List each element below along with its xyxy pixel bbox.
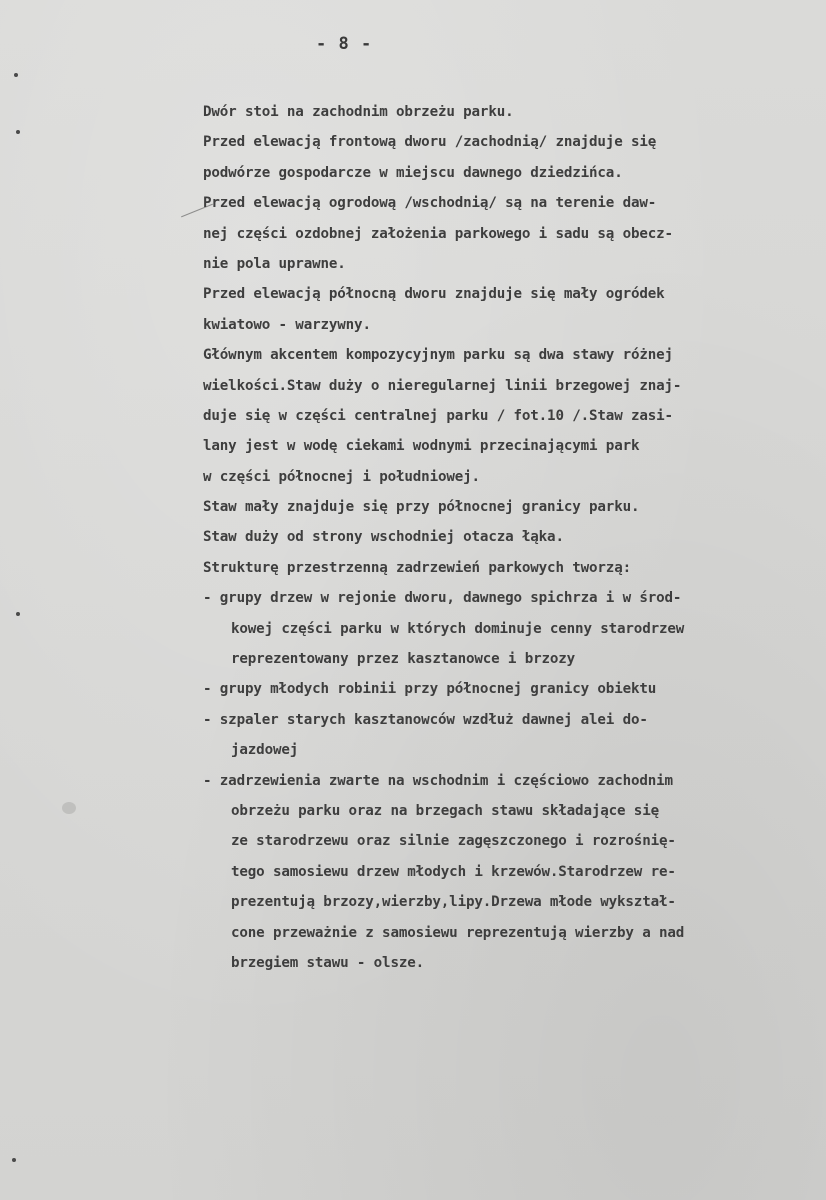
list-item: - grupy młodych robinii przy północnej granicy obiektu [203, 681, 657, 698]
text-line: Strukturę przestrzenną zadrzewień parkowych tworzą: [203, 559, 631, 576]
text-line: Przed elewacją ogrodową /wschodnią/ są na terenie daw- [203, 195, 657, 212]
binder-hole-mark [12, 1158, 16, 1162]
list-item-continuation: kowej części parku w których dominuje cenny starodrzew [231, 620, 685, 637]
binder-hole-mark [16, 130, 20, 134]
text-line: lany jest w wodę ciekami wodnymi przecinającymi park [203, 438, 640, 455]
text-line: Staw mały znajduje się przy północnej granicy parku. [203, 499, 640, 516]
text-line: Głównym akcentem kompozycyjnym parku są dwa stawy różnej [203, 347, 673, 364]
text-line: nej części ozdobnej założenia parkowego i sadu są obecz- [203, 225, 673, 242]
text-line: podwórze gospodarcze w miejscu dawnego dziedzińca. [203, 164, 623, 181]
paper-smudge [62, 802, 76, 814]
list-item: - zadrzewienia zwarte na wschodnim i częściowo zachodnim [203, 772, 673, 789]
list-item-continuation: obrzeżu parku oraz na brzegach stawu składające się [231, 802, 659, 819]
page-number: - 8 - [316, 34, 373, 54]
list-item-continuation: reprezentowany przez kasztanowce i brzozy [231, 651, 576, 668]
text-line: Staw duży od strony wschodniej otacza łąka. [203, 529, 564, 546]
binder-hole-mark [16, 612, 20, 616]
list-item-continuation: cone przeważnie z samosiewu reprezentują wierzby a nad [231, 924, 685, 941]
text-line: w części północnej i południowej. [203, 468, 480, 485]
list-item: - szpaler starych kasztanowców wzdłuż dawnej alei do- [203, 711, 648, 728]
list-item-continuation: tego samosiewu drzew młodych i krzewów.Starodrzew re- [231, 863, 676, 880]
text-line: Dwór stoi na zachodnim obrzeżu parku. [203, 104, 514, 120]
list-item-continuation: jazdowej [231, 742, 299, 759]
binder-hole-mark [14, 73, 18, 77]
text-line: kwiatowo - warzywny. [203, 316, 371, 333]
document-body [203, 97, 803, 978]
text-line: nie pola uprawne. [203, 255, 346, 272]
text-line: duje się w części centralnej parku / fot.10 /.Staw zasi- [203, 407, 673, 424]
text-line: Przed elewacją północną dworu znajduje się mały ogródek [203, 286, 665, 303]
text-line: Przed elewacją frontową dworu /zachodnią/ znajduje się [203, 134, 657, 151]
text-line: wielkości.Staw duży o nieregularnej linii brzegowej znaj- [203, 377, 682, 394]
list-item-continuation: brzegiem stawu - olsze. [231, 954, 425, 971]
list-item-continuation: prezentują brzozy,wierzby,lipy.Drzewa młode wykształ- [231, 894, 676, 911]
list-item-continuation: ze starodrzewu oraz silnie zagęszczonego i rozrośnię- [231, 833, 676, 850]
list-item: - grupy drzew w rejonie dworu, dawnego spichrza i w środ- [203, 590, 682, 607]
